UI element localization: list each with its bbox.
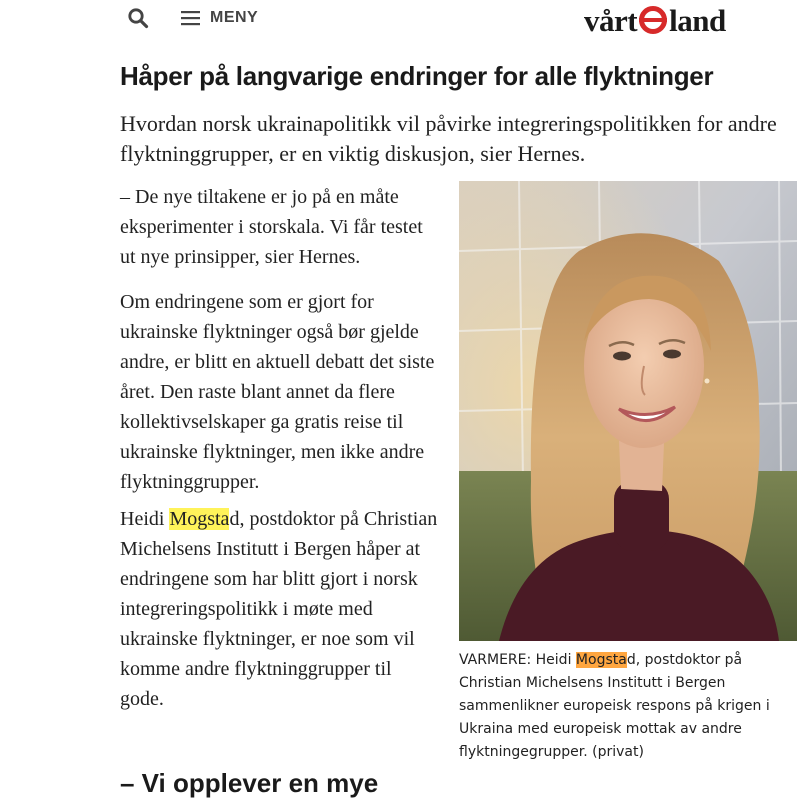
- paragraph-3-rest: d, postdoktor på Christian Michelsens Institutt i Bergen håper at endringene som har blitt gjort i norsk integreringspolitikk i møte med ukrainske flyktninger, er noe som vil komme andre flyktninggrupper til gode.: [120, 508, 438, 710]
- paragraph-3-start: Heidi: [120, 508, 170, 530]
- caption-start: VARMERE: Heidi: [459, 652, 576, 668]
- logo-text-right: land: [669, 2, 726, 38]
- photo-caption: [459, 649, 799, 764]
- search-highlight: Mogsta: [169, 508, 230, 530]
- logo-ring-icon: [638, 5, 668, 35]
- menu-label: MENY: [210, 9, 259, 26]
- article-lead: Hvordan norsk ukrainapolitikk vil påvirke integreringspolitikken for andre flyktninggrupper, er en viktig diskusjon, sier Hernes.: [120, 111, 777, 166]
- article-photo[interactable]: [459, 181, 797, 641]
- article-subheading: – Vi opplever en mye: [120, 768, 379, 798]
- article-paragraph-2: Om endringene som er gjort for ukrainske flyktninger også bør gjelde andre, er blitt en aktuell debatt det siste året. Den raste blant annet da flere kollektivselskaper ga gratis reise til ukrainske flyktninger, men ikke andre flyktninggrupper.: [120, 291, 435, 493]
- logo-text-left: vårt: [584, 2, 638, 38]
- portrait-photo-image: [459, 181, 797, 641]
- article-paragraph-1: – De nye tiltakene er jo på en måte eksperimenter i storskala. Vi får testet ut nye prinsipper, sier Hernes.: [120, 186, 423, 268]
- top-navigation-bar: [0, 0, 800, 40]
- hamburger-icon: [180, 9, 202, 27]
- caption-search-highlight: Mogsta: [575, 652, 627, 668]
- search-button[interactable]: [126, 6, 150, 30]
- article-paragraph-3: [120, 504, 440, 714]
- menu-button[interactable]: [180, 6, 258, 30]
- vartland-logo[interactable]: [584, 0, 726, 40]
- article-headline: Håper på langvarige endringer for alle flyktninger: [120, 61, 714, 91]
- caption-rest: d, postdoktor på Christian Michelsens Institutt i Bergen sammenlikner europeisk respons på krigen i Ukraina med europeisk mottak av andre flyktningegrupper. (privat): [459, 652, 770, 760]
- search-icon: [126, 6, 150, 30]
